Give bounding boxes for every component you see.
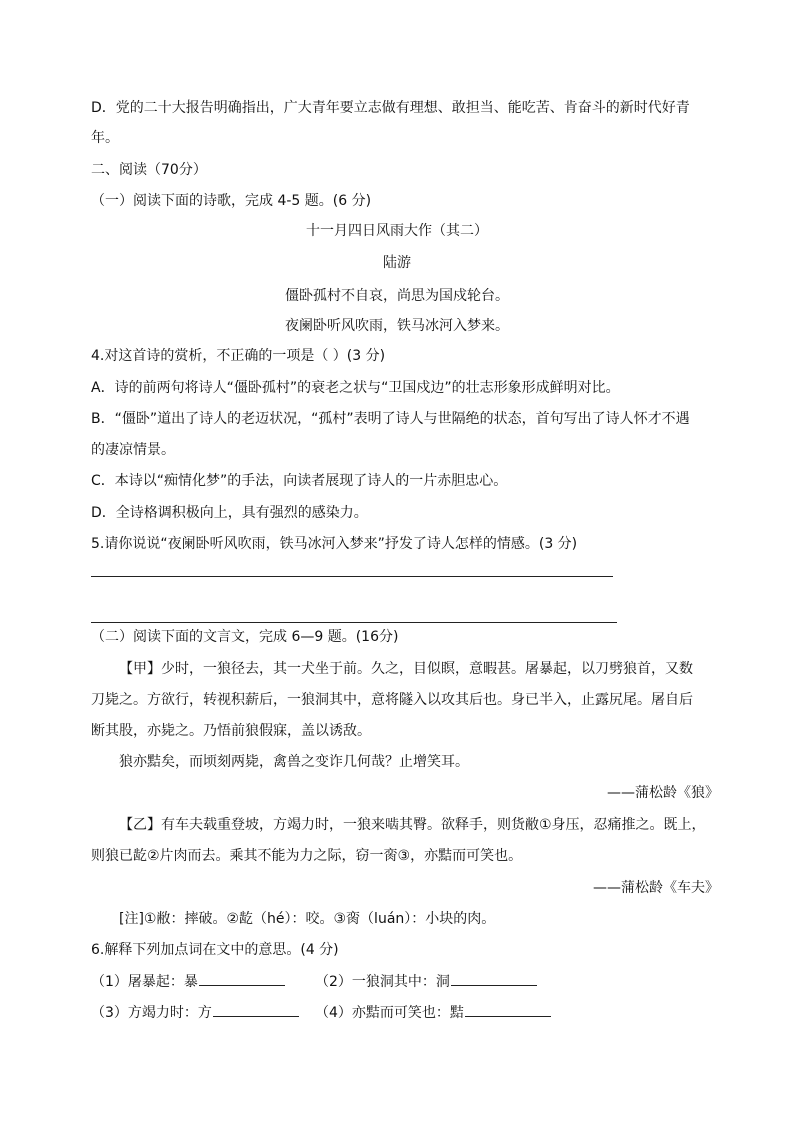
option-d-line2: 年。	[91, 130, 119, 146]
yi-source: ——蒲松龄《车夫》	[593, 880, 719, 896]
poem-author: 陆游	[383, 255, 411, 271]
jia-source: ——蒲松龄《狼》	[607, 785, 719, 801]
part1-intro: （一）阅读下面的诗歌，完成 4-5 题。(6 分)	[91, 193, 372, 209]
q5-stem: 5.请你说说“夜阑卧听风吹雨，铁马冰河入梦来”抒发了诗人怎样的情感。(3 分)	[91, 536, 578, 552]
q4-option-b-line1: B．“僵卧”道出了诗人的老迈状况，“孤村”表明了诗人与世隔绝的状态，首句写出了诗人怀才不遇	[91, 411, 690, 427]
section-heading: 二、阅读（70分）	[91, 162, 207, 178]
jia-line3: 断其股，亦毙之。乃悟前狼假寐，盖以诱敌。	[91, 723, 371, 739]
q4-option-a: A．诗的前两句将诗人“僵卧孤村”的衰老之状与“卫国戍边”的壮志形象形成鲜明对比。	[91, 380, 620, 396]
answer-line-1[interactable]	[91, 576, 613, 577]
q4-option-c: C．本诗以“痴情化梦”的手法，向读者展现了诗人的一片赤胆忠心。	[91, 473, 508, 489]
q4-option-b-line2: 的凄凉情景。	[91, 442, 175, 458]
part2-intro: （二）阅读下面的文言文，完成 6—9 题。(16分)	[91, 629, 399, 645]
q6-item1-label: （1）屠暴起：暴	[91, 974, 198, 990]
q4-stem: 4.对这首诗的赏析，不正确的一项是（ ）(3 分)	[91, 348, 386, 364]
poem-line2: 夜阑卧听风吹雨，铁马冰河入梦来。	[285, 318, 509, 334]
answer-line-2[interactable]	[91, 622, 617, 623]
q6-item2	[315, 971, 537, 992]
jia-line4: 狼亦黠矣，而顷刻两毙，禽兽之变诈几何哉？止增笑耳。	[119, 754, 469, 770]
q4-option-d: D．全诗格调积极向上，具有强烈的感染力。	[91, 505, 368, 521]
q6-item1	[91, 971, 285, 992]
q6-item2-label: （2）一狼洞其中：洞	[315, 974, 450, 990]
q6-stem: 6.解释下列加点词在文中的意思。(4 分)	[91, 942, 339, 958]
q6-item3-blank[interactable]	[213, 1002, 299, 1017]
jia-line2: 刀毙之。方欲行，转视积薪后，一狼洞其中，意将隧入以攻其后也。身已半入，止露尻尾。屠自后	[91, 692, 693, 708]
q6-item2-blank[interactable]	[451, 971, 537, 986]
poem-title: 十一月四日风雨大作（其二）	[306, 223, 488, 239]
q6-item3	[91, 1002, 299, 1023]
q6-item3-label: （3）方竭力时：方	[91, 1005, 212, 1021]
q6-item4-blank[interactable]	[465, 1002, 551, 1017]
yi-line2: 则狼已龁②片肉而去。乘其不能为力之际，窃一脔③，亦黠而可笑也。	[91, 848, 523, 864]
jia-line1: 【甲】少时，一狼径去，其一犬坐于前。久之，目似瞑，意暇甚。屠暴起，以刀劈狼首，又数	[119, 661, 693, 677]
yi-line1: 【乙】有车夫载重登坡，方竭力时，一狼来啮其臀。欲释手，则货敝①身压，忍痛推之。既上，	[119, 817, 706, 833]
notes: [注]①敝：摔破。②龁（hé）：咬。③脔（luán）：小块的肉。	[119, 911, 496, 927]
q6-item4	[315, 1002, 551, 1023]
q6-item4-label: （4）亦黠而可笑也：黠	[315, 1005, 464, 1021]
q6-item1-blank[interactable]	[199, 971, 285, 986]
poem-line1: 僵卧孤村不自哀，尚思为国戍轮台。	[285, 288, 509, 304]
option-d-line1: D．党的二十大报告明确指出，广大青年要立志做有理想、敢担当、能吃苦、肯奋斗的新时代好青	[91, 100, 690, 116]
